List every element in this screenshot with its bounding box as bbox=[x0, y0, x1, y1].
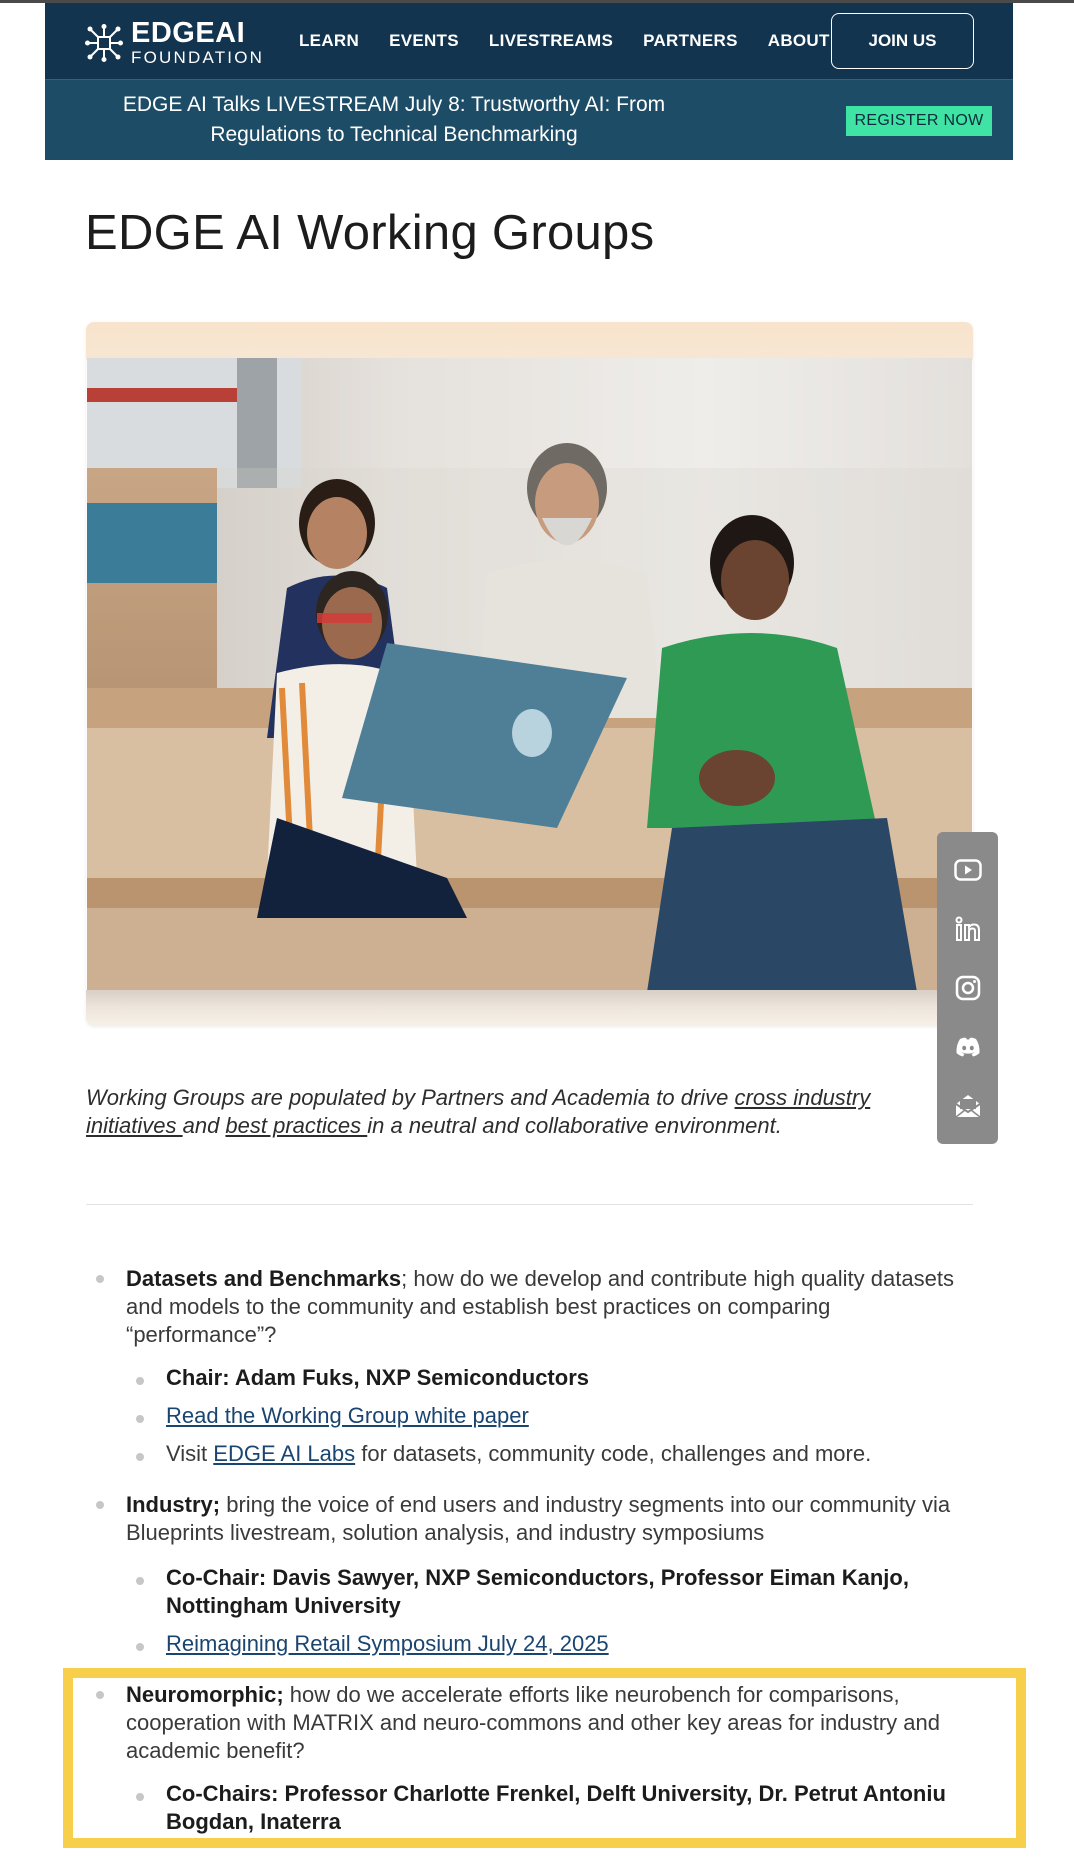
list-bullet bbox=[136, 1577, 144, 1585]
intro-text: in a neutral and collaborative environment. bbox=[367, 1113, 782, 1138]
intro-paragraph bbox=[86, 1084, 926, 1140]
register-now-button[interactable]: REGISTER NOW bbox=[846, 106, 992, 136]
site-header bbox=[45, 3, 1013, 79]
group-name: Industry; bbox=[126, 1492, 221, 1517]
white-paper-link[interactable]: Read the Working Group white paper bbox=[166, 1403, 529, 1428]
group-description: how do we accelerate efforts like neurobench for comparisons, cooperation with MATRIX and neuro-commons and other key areas for industry and academic benefit? bbox=[126, 1682, 940, 1763]
list-bullet bbox=[96, 1501, 104, 1509]
nav-livestreams[interactable]: LIVESTREAMS bbox=[488, 31, 614, 50]
page-title: EDGE AI Working Groups bbox=[85, 206, 655, 260]
group-chair: Co-Chairs: Professor Charlotte Frenkel, Delft University, Dr. Petrut Antoniu Bogdan, Inaterra bbox=[166, 1781, 946, 1834]
logo-name: EDGEAI bbox=[131, 17, 246, 49]
logo-circuit-icon bbox=[85, 24, 123, 62]
intro-text: Working Groups are populated by Partners and Academia to drive bbox=[86, 1085, 735, 1110]
discord-icon[interactable] bbox=[953, 1032, 983, 1062]
intro-text: and bbox=[182, 1113, 226, 1138]
linkedin-icon[interactable] bbox=[953, 914, 983, 944]
nav-events[interactable]: EVENTS bbox=[389, 31, 459, 50]
list-bullet bbox=[96, 1275, 104, 1283]
highlight-box bbox=[63, 1668, 1026, 1848]
announcement-banner bbox=[45, 79, 1013, 160]
visit-suffix: for datasets, community code, challenges and more. bbox=[355, 1441, 872, 1466]
working-group-datasets bbox=[86, 1265, 986, 1485]
banner-text[interactable]: EDGE AI Talks LIVESTREAM July 8: Trustworthy AI: From Regulations to Technical Benchmarking bbox=[122, 93, 666, 146]
list-bullet bbox=[136, 1643, 144, 1651]
best-practices-link[interactable]: best practices bbox=[225, 1113, 368, 1138]
group-name: Neuromorphic; bbox=[126, 1682, 284, 1707]
group-chair: Co-Chair: Davis Sawyer, NXP Semiconductors, Professor Eiman Kanjo, Nottingham University bbox=[166, 1565, 909, 1618]
list-bullet bbox=[136, 1453, 144, 1461]
group-summary bbox=[126, 1265, 966, 1349]
email-icon[interactable] bbox=[953, 1091, 983, 1121]
logo-subtitle: FOUNDATION bbox=[131, 48, 265, 67]
group-description: bring the voice of end users and industry segments into our community via Blueprints livestream, solution analysis, and industry symposiums bbox=[126, 1492, 951, 1545]
group-name: Datasets and Benchmarks bbox=[126, 1266, 402, 1291]
visit-prefix: Visit bbox=[166, 1441, 214, 1466]
hero-image-card bbox=[86, 322, 973, 1026]
group-description: ; how do we develop and contribute high quality datasets and models to the community and establish best practices on comparing “performance”? bbox=[126, 1266, 954, 1347]
nav-about[interactable]: ABOUT bbox=[767, 31, 830, 50]
cross-industry-link[interactable]: cross industry initiatives bbox=[86, 1085, 871, 1138]
group-chair: Chair: Adam Fuks, NXP Semiconductors bbox=[166, 1365, 589, 1390]
instagram-icon[interactable] bbox=[953, 973, 983, 1003]
edge-ai-labs-link[interactable]: EDGE AI Labs bbox=[213, 1441, 356, 1466]
group-summary bbox=[126, 1491, 966, 1547]
site-logo[interactable] bbox=[85, 19, 264, 66]
list-bullet bbox=[136, 1415, 144, 1423]
group-visit-note bbox=[166, 1440, 966, 1468]
join-us-button[interactable]: JOIN US bbox=[831, 13, 974, 69]
main-nav bbox=[299, 3, 830, 79]
nav-learn[interactable]: LEARN bbox=[299, 31, 360, 50]
section-divider bbox=[86, 1204, 973, 1205]
list-bullet bbox=[136, 1377, 144, 1385]
nav-partners[interactable]: PARTNERS bbox=[643, 31, 738, 50]
retail-symposium-link[interactable]: Reimagining Retail Symposium July 24, 2025 bbox=[166, 1631, 609, 1656]
youtube-icon[interactable] bbox=[953, 855, 983, 885]
social-sidebar bbox=[937, 832, 998, 1144]
hero-photo bbox=[87, 358, 972, 992]
working-group-industry bbox=[86, 1491, 986, 1661]
hero-card-footer bbox=[86, 990, 973, 1026]
